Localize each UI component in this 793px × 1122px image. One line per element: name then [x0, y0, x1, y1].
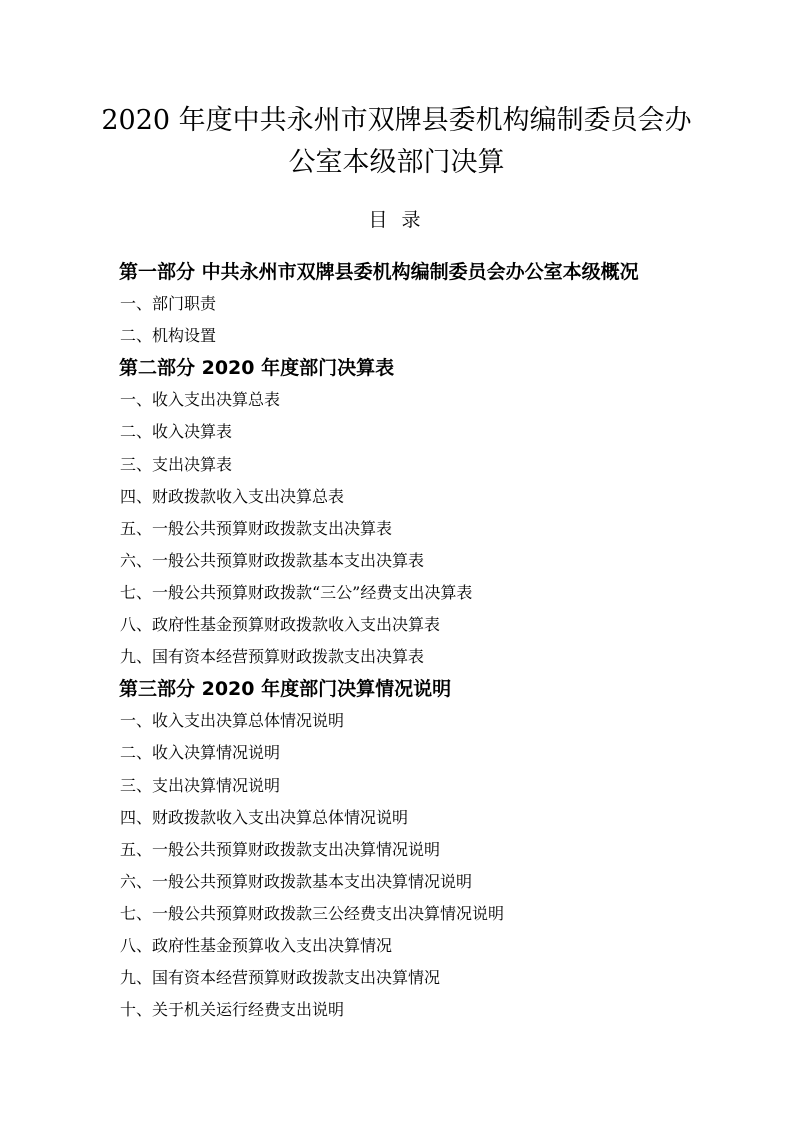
- toc-item: 六、一般公共预算财政拨款基本支出决算情况说明: [120, 871, 473, 891]
- toc-item: 八、政府性基金预算收入支出决算情况: [120, 935, 393, 955]
- toc-item: 一、收入支出决算总表: [120, 390, 281, 410]
- toc-item: 一、收入支出决算总体情况说明: [120, 711, 345, 731]
- toc-item: 五、一般公共预算财政拨款支出决算情况说明: [120, 839, 441, 859]
- toc-item: 一、部门职责: [120, 294, 217, 314]
- toc-item: 二、收入决算表: [120, 422, 233, 442]
- toc-item: 三、支出决算情况说明: [120, 775, 281, 795]
- toc-section-heading: 第三部分 2020 年度部门决算情况说明: [119, 678, 452, 701]
- toc-item: 八、政府性基金预算财政拨款收入支出决算表: [120, 615, 441, 635]
- toc-item: 七、一般公共预算财政拨款“三公”经费支出决算表: [120, 582, 473, 602]
- toc-item: 七、一般公共预算财政拨款三公经费支出决算情况说明: [120, 903, 505, 923]
- toc-heading: 目 录: [368, 209, 425, 231]
- document-title-line-1: 2020 年度中共永州市双牌县委机构编制委员会办: [101, 105, 692, 136]
- table-of-contents: [119, 256, 739, 1026]
- toc-item: 十、关于机关运行经费支出说明: [120, 1000, 345, 1020]
- toc-item: 二、机构设置: [120, 326, 217, 346]
- toc-item: 四、财政拨款收入支出决算总表: [120, 486, 345, 506]
- toc-section-heading: 第二部分 2020 年度部门决算表: [119, 357, 395, 380]
- toc-item: 九、国有资本经营预算财政拨款支出决算表: [120, 647, 425, 667]
- toc-item: 五、一般公共预算财政拨款支出决算表: [120, 518, 393, 538]
- toc-item: 四、财政拨款收入支出决算总体情况说明: [120, 807, 409, 827]
- toc-section-heading: 第一部分 中共永州市双牌县委机构编制委员会办公室本级概况: [119, 261, 639, 283]
- toc-item: 二、收入决算情况说明: [120, 743, 281, 763]
- toc-item: 六、一般公共预算财政拨款基本支出决算表: [120, 550, 425, 570]
- toc-item: 九、国有资本经营预算财政拨款支出决算情况: [120, 968, 441, 988]
- document-title-line-2: 公室本级部门决算: [288, 147, 505, 178]
- toc-item: 三、支出决算表: [120, 454, 233, 474]
